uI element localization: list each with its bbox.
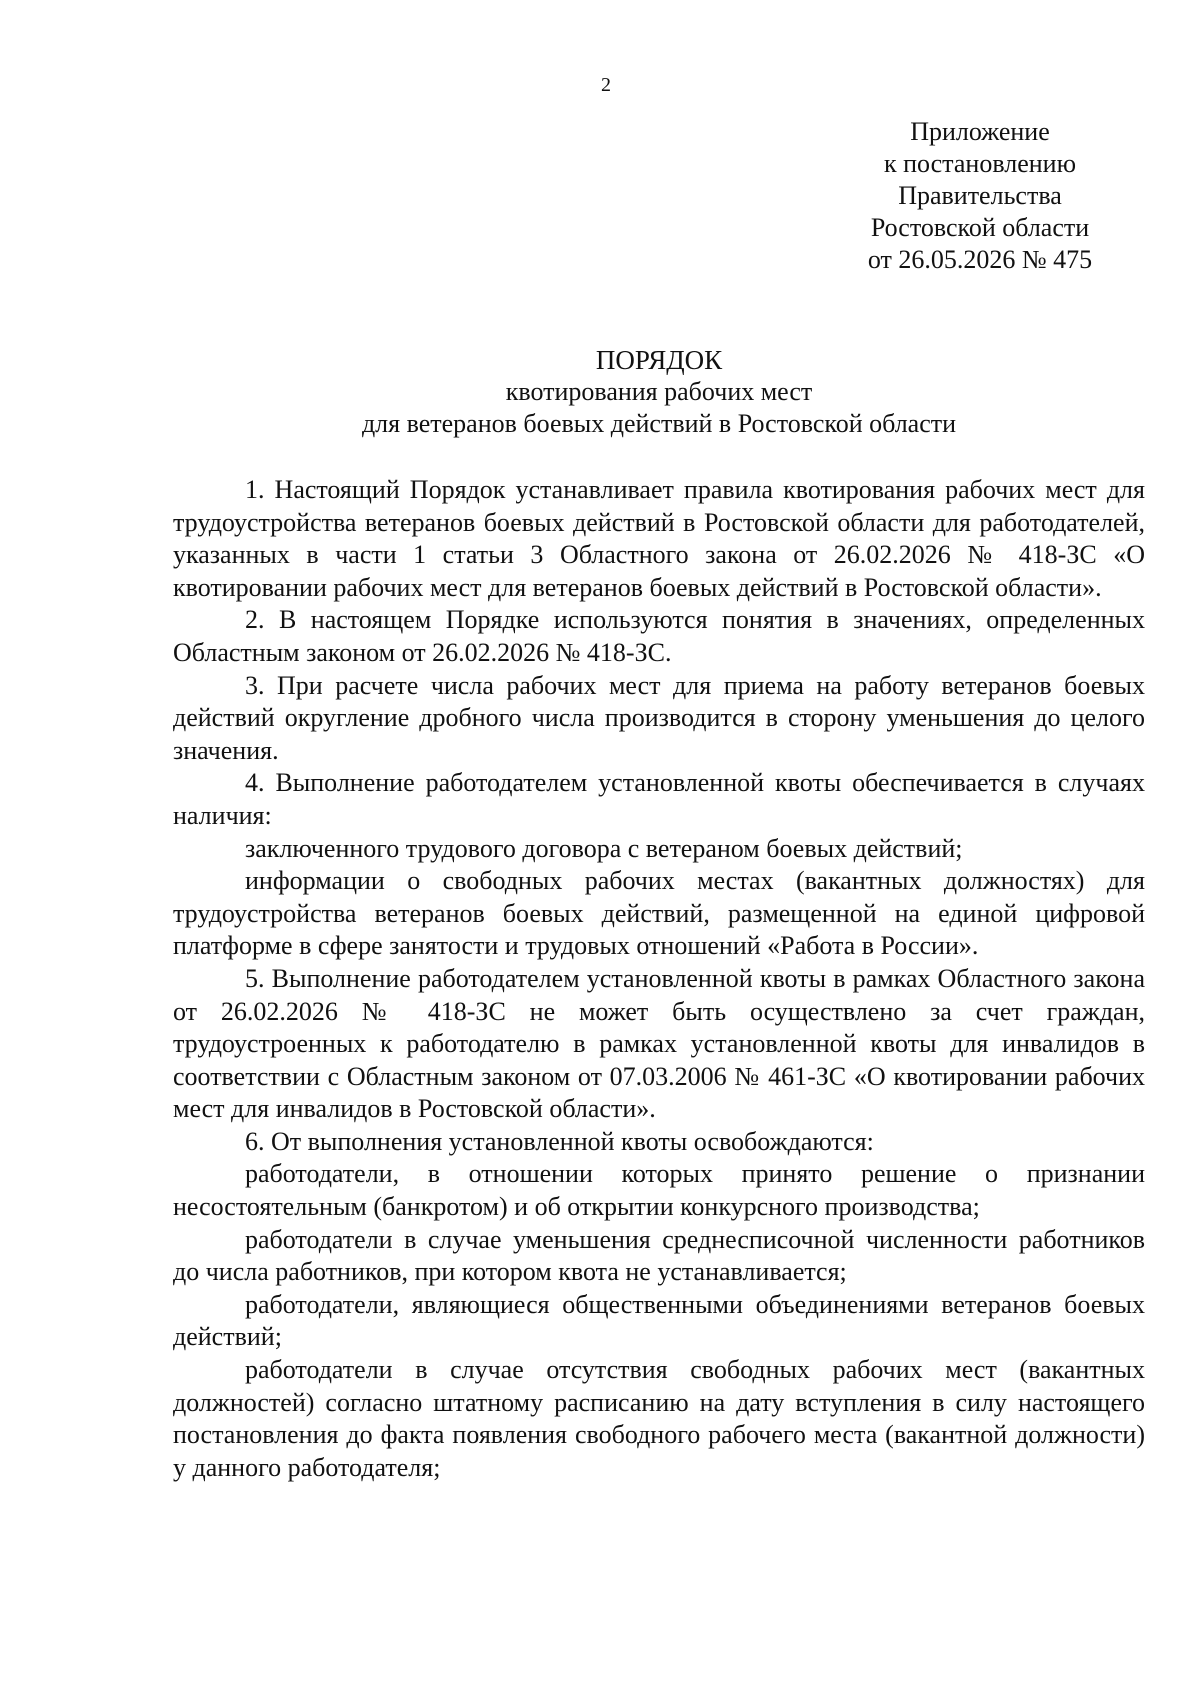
document-body xyxy=(173,474,1145,1484)
appendix-line: от 26.05.2026 № 475 xyxy=(867,245,1093,274)
paragraph: работодатели, в отношении которых принято решение о признании несостоятельным (банкротом) и об открытии конкурсного производства; xyxy=(173,1159,1145,1222)
paragraph: информации о свободных рабочих местах (вакантных должностях) для трудоустройства ветеранов боевых действий, размещенной на единой цифровой платформе в сфере занятости и трудовых отношений «Работа в России». xyxy=(173,866,1145,961)
paragraph: 4. Выполнение работодателем установленной квоты обеспечивается в случаях наличия: xyxy=(173,768,1145,830)
document-title: ПОРЯДОК xyxy=(595,345,723,375)
appendix-line: Правительства xyxy=(898,181,1062,210)
appendix-line: к постановлению xyxy=(883,149,1077,178)
paragraph: 1. Настоящий Порядок устанавливает правила квотирования рабочих мест для трудоустройства ветеранов боевых действий в Ростовской области для работодателей, указанных в части 1 статьи 3 Областного закона от 26.02.2026 № 418-ЗС «О квотировании рабочих мест для ветеранов боевых действий в Ростовской области». xyxy=(173,475,1145,602)
paragraph: 6. От выполнения установленной квоты освобождаются: xyxy=(245,1126,874,1156)
title-block xyxy=(173,344,1145,440)
document-subtitle: для ветеранов боевых действий в Ростовской области xyxy=(361,409,957,438)
paragraph: 5. Выполнение работодателем установленной квоты в рамках Областного закона от 26.02.2026 № 418-ЗС не может быть осуществлено за счет граждан, трудоустроенных к работодателю в рамках установленной квоты для инвалидов в соответствии с Областным законом от 07.03.2006 № 461-ЗС «О квотировании рабочих мест для инвалидов в Ростовской области». xyxy=(173,963,1145,1124)
paragraph: заключенного трудового договора с ветераном боевых действий; xyxy=(245,833,963,863)
paragraph: работодатели, являющиеся общественными объединениями ветеранов боевых действий; xyxy=(173,1289,1145,1352)
paragraph: 3. При расчете числа рабочих мест для приема на работу ветеранов боевых действий округление дробного числа производится в сторону уменьшения до целого значения. xyxy=(173,670,1145,765)
paragraph: 2. В настоящем Порядке используются понятия в значениях, определенных Областным законом от 26.02.2026 № 418-ЗС. xyxy=(173,605,1145,667)
page-number: 2 xyxy=(601,74,611,96)
appendix-line: Приложение xyxy=(910,117,1050,146)
document-subtitle: квотирования рабочих мест xyxy=(505,377,813,406)
paragraph: работодатели в случае уменьшения среднесписочной численности работников до числа работников, при котором квота не устанавливается; xyxy=(173,1224,1145,1287)
paragraph: работодатели в случае отсутствия свободных рабочих мест (вакантных должностей) согласно штатному расписанию на дату вступления в силу настоящего постановления до факта появления свободного рабочего места (вакантной должности) у данного работодателя; xyxy=(173,1355,1145,1482)
appendix-line: Ростовской области xyxy=(870,213,1090,242)
appendix-block xyxy=(830,116,1130,276)
